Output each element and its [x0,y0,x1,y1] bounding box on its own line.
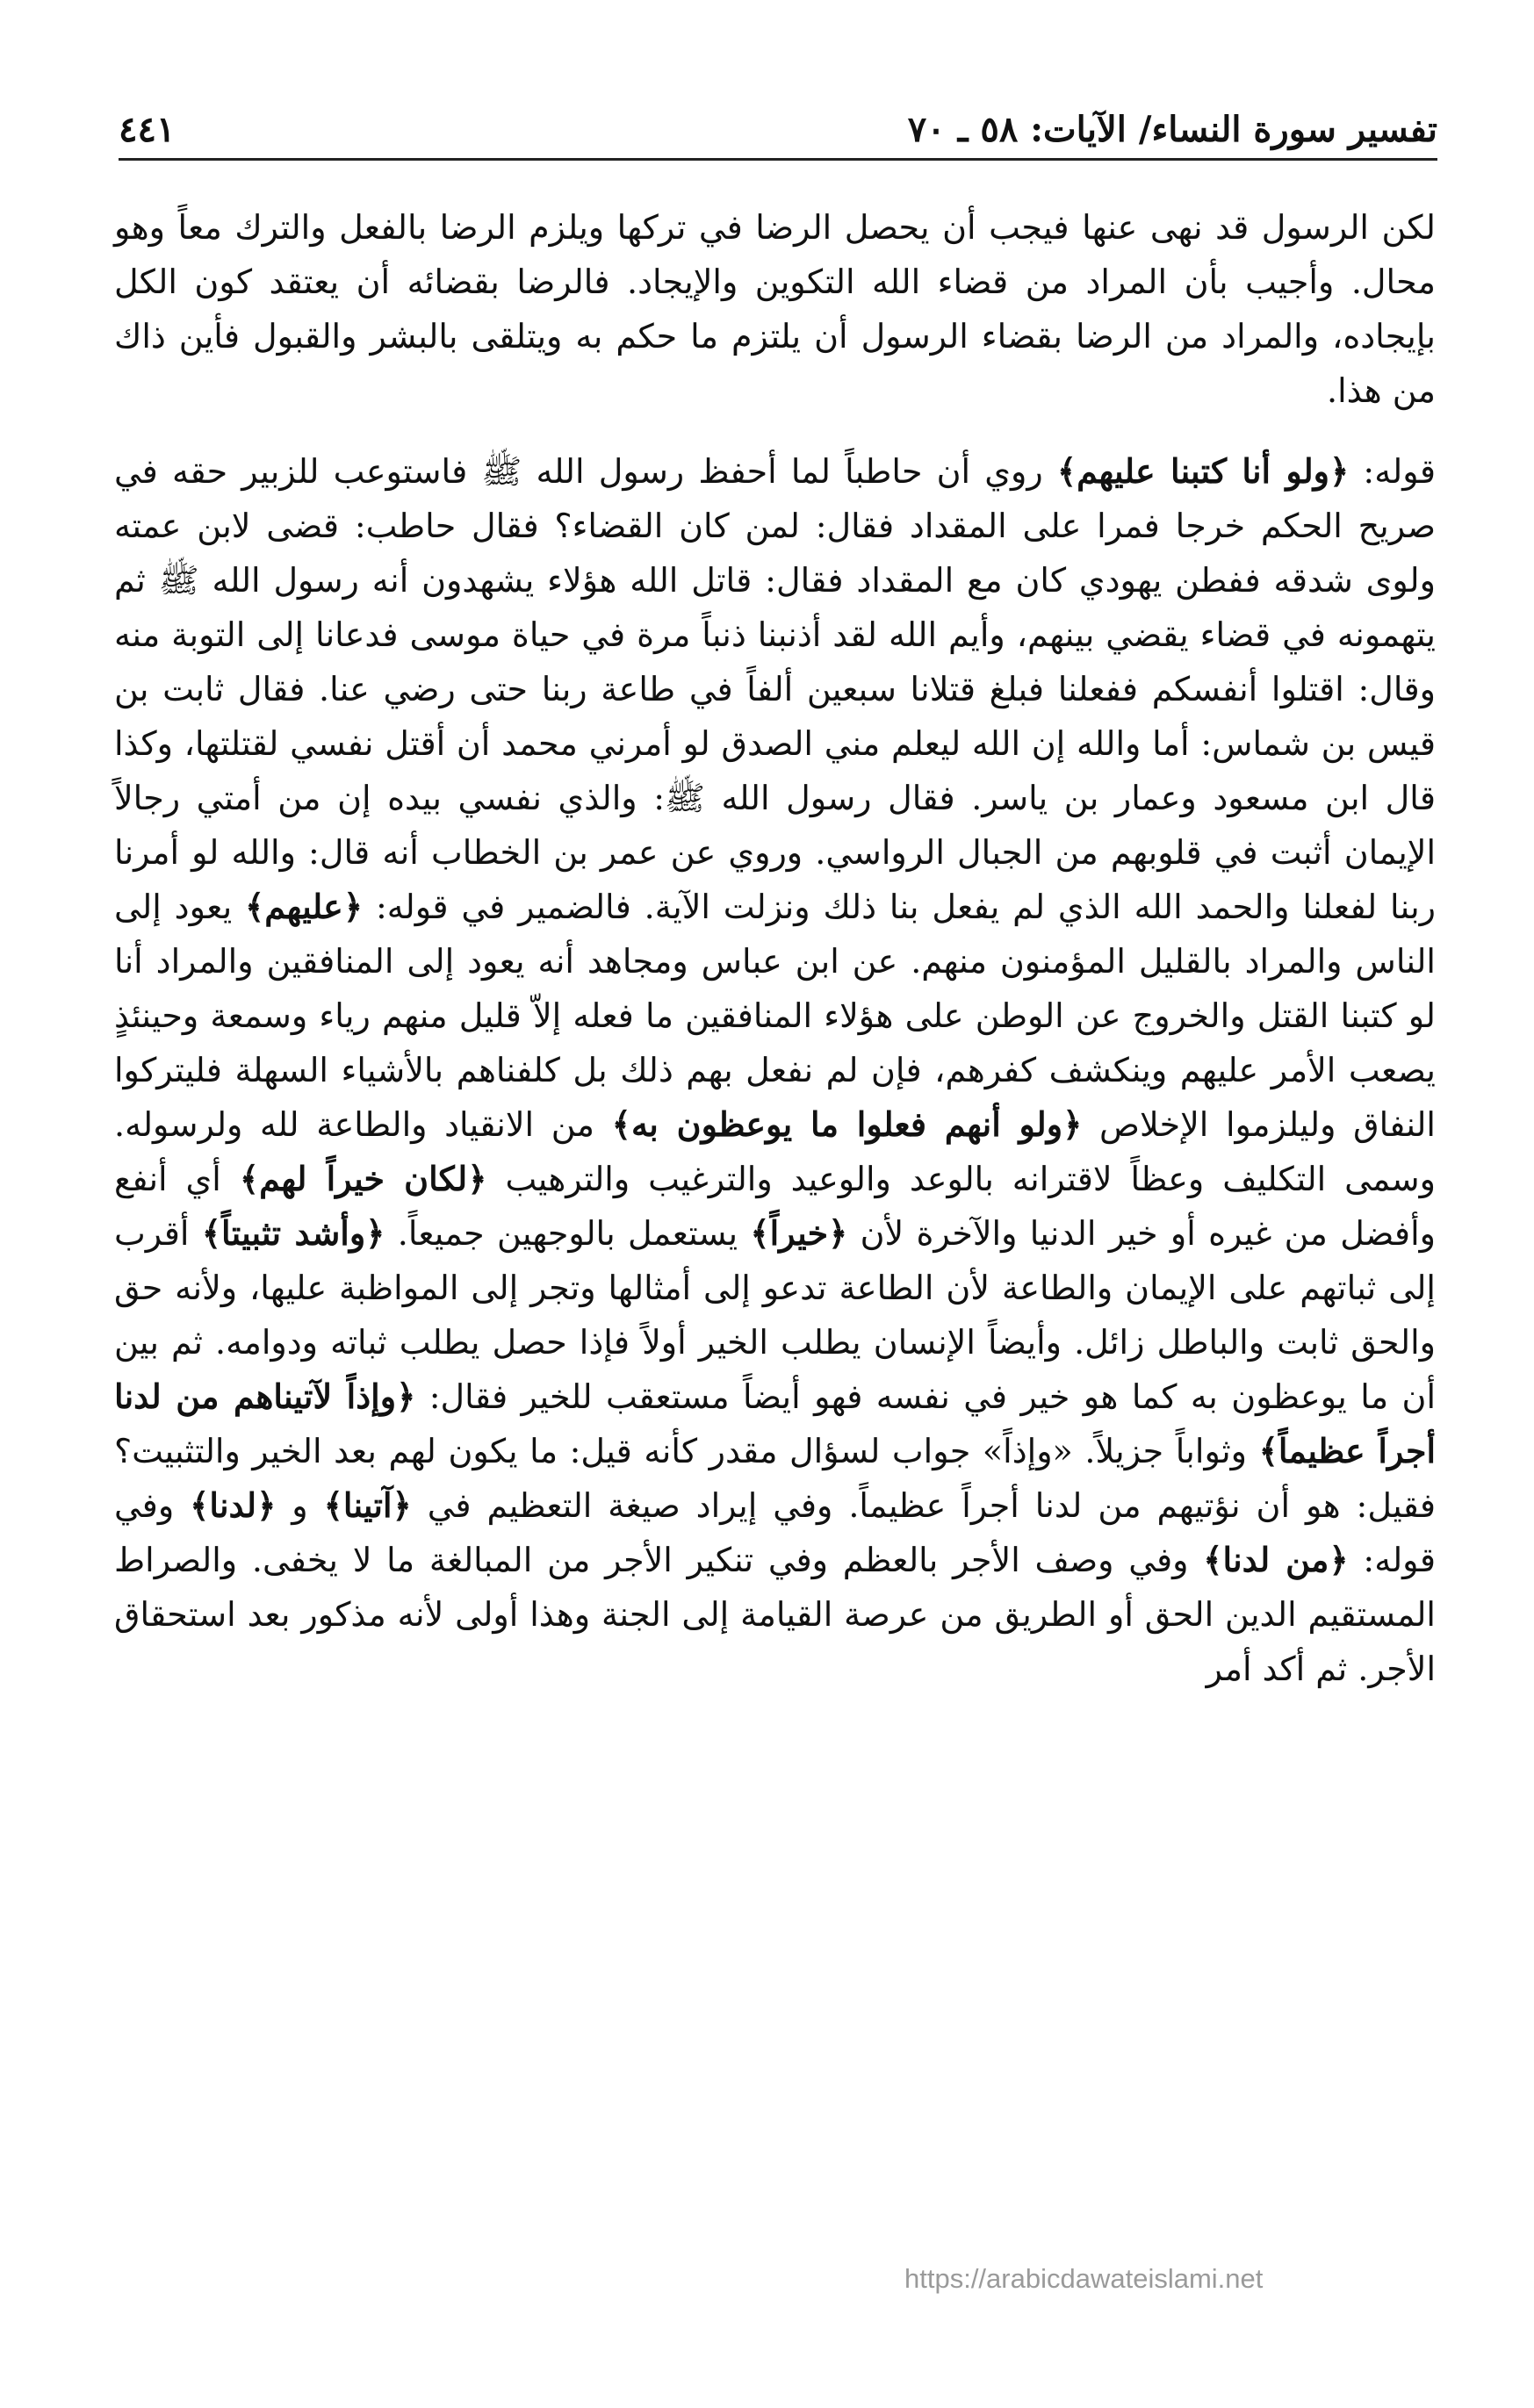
body-text-segment: وفي وصف الأجر بالعظم وفي تنكير الأجر من المبالغة ما لا يخفى. والصراط المستقيم الدين الحق أو الطريق من عرصة القيامة إلى الجنة وهذا أولى لأنه مذكور بعد استحقاق الأجر. ثم أكد أمر [114,1541,1436,1688]
quranic-quote: ﴿خيراً﴾ [750,1213,848,1253]
body-text-segment: أقرب إلى ثباتهم على الإيمان والطاعة لأن الطاعة تدعو إلى أمثالها وتجر إلى المواظبة عليها، ولأنه حق والحق ثابت والباطل زائل. وأيضاً الإنسان يطلب الخير أولاً فإذا حصل يطلب ثباته ودوامه. ثم بين أن ما يوعظون به كما هو خير في نفسه فهو أيضاً مستعقب للخير فقال: [114,1214,1437,1416]
quranic-quote: ﴿ولو أنا كتبنا عليهم﴾ [1056,451,1350,491]
quranic-quote: ﴿وإذاً لآتيناهم من لدنا أجراً عظيماً﴾ [114,1377,1436,1470]
quranic-quote: ﴿عليهم﴾ [245,887,364,926]
body-text-segment: من الانقياد والطاعة لله ولرسوله. وسمى التكليف وعظاً لاقترانه بالوعد والوعيد والترغيب والترهيب [114,1105,1437,1198]
body-text-segment: يستعمل بالوجهين جميعاً. [385,1214,751,1253]
quranic-quote: ﴿لكان خيراً لهم﴾ [239,1159,487,1198]
quranic-quote: ﴿من لدنا﴾ [1203,1540,1349,1579]
quranic-quote: ﴿وأشد تثبيتاً﴾ [201,1213,385,1253]
page-number: ٤٤١ [119,109,176,150]
watermark-url: https://arabicdawateislami.net [904,2263,1264,2294]
paragraph [114,444,1436,1696]
body-text-segment: أي أنفع وأفضل من غيره أو خير الدنيا والآخرة لأن [114,1160,1436,1253]
body-text-segment: قوله: [1349,452,1436,491]
page-body [114,200,1436,1696]
running-title: تفسير سورة النساء/ الآيات: ٥٨ ـ ٧٠ [907,109,1437,150]
body-text-segment: وفي قوله: [114,1486,1436,1579]
quranic-quote: ﴿لدنا﴾ [190,1485,277,1525]
quranic-quote: ﴿ولو أنهم فعلوا ما يوعظون به﴾ [611,1104,1083,1144]
body-text-segment: وثواباً جزيلاً. «وإذاً» جواب لسؤال مقدر كأنه قيل: ما يكون لهم بعد الخير والتثبيت؟ فقيل: هو أن نؤتيهم من لدنا أجراً عظيماً. وفي إيراد صيغة التعظيم في [114,1432,1436,1525]
page-header [119,107,1437,161]
paragraph: لكن الرسول قد نهى عنها فيجب أن يحصل الرضا في تركها ويلزم الرضا بالفعل والترك معاً وهو محال. وأجيب بأن المراد من قضاء الله التكوين والإيجاد. فالرضا بقضائه أن يعتقد كون الكل بإيجاده، والمراد من الرضا بقضاء الرسول أن يلتزم ما حكم به ويتلقى بالبشر والقبول فأين ذاك من هذا. [114,208,1436,410]
body-text-segment: يعود إلى الناس والمراد بالقليل المؤمنون منهم. عن ابن عباس ومجاهد أنه يعود إلى المنافقين والمراد أنا لو كتبنا القتل والخروج عن الوطن على هؤلاء المنافقين ما فعله إلاّ قليل منهم رياء وسمعة وحينئذٍ يصعب الأمر عليهم وينكشف كفرهم، فإن لم نفعل بهم ذلك بل كلفناهم بالأشياء السهلة فليتركوا النفاق وليلزموا الإخلاص [114,888,1436,1144]
body-text-segment: و [276,1486,324,1525]
quranic-quote: ﴿آتينا﴾ [323,1485,412,1525]
body-text-segment: روي أن حاطباً لما أحفظ رسول الله ﷺ فاستوعب للزبير حقه في صريح الحكم خرجا فمرا على المقداد فقال: لمن كان القضاء؟ فقال حاطب: قضى لابن عمته ولوى شدقه ففطن يهودي كان مع المقداد فقال: قاتل الله هؤلاء يشهدون أنه رسول الله ﷺ ثم يتهمونه في قضاء يقضي بينهم، وأيم الله لقد أذنبنا ذنباً مرة في حياة موسى فدعانا إلى التوبة منه وقال: اقتلوا أنفسكم ففعلنا فبلغ قتلانا سبعين ألفاً في طاعة ربنا حتى رضي عنا. فقال ثابت بن قيس بن شماس: أما والله إن الله ليعلم مني الصدق لو أمرني محمد أن أقتل نفسي لقتلتها، وكذا قال ابن مسعود وعمار بن ياسر. فقال رسول الله ﷺ: والذي نفسي بيده إن من أمتي رجالاً الإيمان أثبت في قلوبهم من الجبال الرواسي. وروي عن عمر بن الخطاب أنه قال: والله لو أمرنا ربنا لفعلنا والحمد الله الذي لم يفعل بنا ذلك ونزلت الآية. فالضمير في قوله: [114,452,1436,926]
